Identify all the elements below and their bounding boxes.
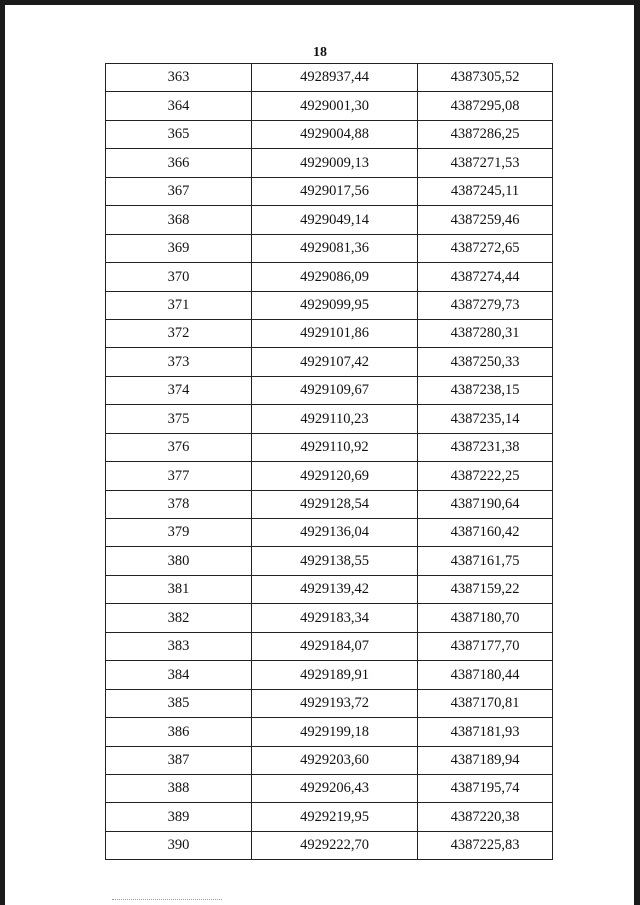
- table-row: [106, 490, 553, 518]
- coordinates-table: [105, 63, 553, 860]
- y-coordinate-cell: 4387274,44: [418, 263, 553, 291]
- y-coordinate-cell: 4387238,15: [418, 376, 553, 404]
- point-number-cell: 387: [106, 746, 252, 774]
- table-row: [106, 291, 553, 319]
- y-coordinate-cell: 4387235,14: [418, 405, 553, 433]
- y-coordinate-cell: 4387279,73: [418, 291, 553, 319]
- table-row: [106, 64, 553, 92]
- point-number-cell: 377: [106, 462, 252, 490]
- y-coordinate-cell: 4387189,94: [418, 746, 553, 774]
- table-row: [106, 547, 553, 575]
- x-coordinate-cell: 4929001,30: [252, 92, 418, 120]
- point-number-cell: 378: [106, 490, 252, 518]
- x-coordinate-cell: 4929107,42: [252, 348, 418, 376]
- x-coordinate-cell: 4929222,70: [252, 831, 418, 859]
- y-coordinate-cell: 4387271,53: [418, 149, 553, 177]
- x-coordinate-cell: 4929110,92: [252, 433, 418, 461]
- x-coordinate-cell: 4929138,55: [252, 547, 418, 575]
- table-row: [106, 831, 553, 859]
- scan-artifact-dots: [112, 899, 222, 900]
- x-coordinate-cell: 4929110,23: [252, 405, 418, 433]
- point-number-cell: 374: [106, 376, 252, 404]
- y-coordinate-cell: 4387195,74: [418, 774, 553, 802]
- point-number-cell: 368: [106, 206, 252, 234]
- x-coordinate-cell: 4929219,95: [252, 803, 418, 831]
- table-row: [106, 92, 553, 120]
- x-coordinate-cell: 4929193,72: [252, 689, 418, 717]
- y-coordinate-cell: 4387159,22: [418, 575, 553, 603]
- y-coordinate-cell: 4387259,46: [418, 206, 553, 234]
- point-number-cell: 370: [106, 263, 252, 291]
- point-number-cell: 390: [106, 831, 252, 859]
- point-number-cell: 383: [106, 632, 252, 660]
- table-row: [106, 519, 553, 547]
- table-row: [106, 263, 553, 291]
- x-coordinate-cell: 4929049,14: [252, 206, 418, 234]
- table-row: [106, 405, 553, 433]
- table-row: [106, 774, 553, 802]
- point-number-cell: 366: [106, 149, 252, 177]
- y-coordinate-cell: 4387190,64: [418, 490, 553, 518]
- y-coordinate-cell: 4387181,93: [418, 718, 553, 746]
- x-coordinate-cell: 4929101,86: [252, 319, 418, 347]
- x-coordinate-cell: 4929109,67: [252, 376, 418, 404]
- x-coordinate-cell: 4929203,60: [252, 746, 418, 774]
- y-coordinate-cell: 4387170,81: [418, 689, 553, 717]
- y-coordinate-cell: 4387180,44: [418, 661, 553, 689]
- table-row: [106, 120, 553, 148]
- table-row: [106, 234, 553, 262]
- point-number-cell: 380: [106, 547, 252, 575]
- x-coordinate-cell: 4929199,18: [252, 718, 418, 746]
- table-row: [106, 376, 553, 404]
- point-number-cell: 363: [106, 64, 252, 92]
- point-number-cell: 372: [106, 319, 252, 347]
- x-coordinate-cell: 4928937,44: [252, 64, 418, 92]
- coordinates-table-body: [106, 64, 553, 860]
- point-number-cell: 385: [106, 689, 252, 717]
- y-coordinate-cell: 4387245,11: [418, 177, 553, 205]
- x-coordinate-cell: 4929120,69: [252, 462, 418, 490]
- table-row: [106, 689, 553, 717]
- point-number-cell: 379: [106, 519, 252, 547]
- y-coordinate-cell: 4387160,42: [418, 519, 553, 547]
- x-coordinate-cell: 4929183,34: [252, 604, 418, 632]
- point-number-cell: 381: [106, 575, 252, 603]
- table-row: [106, 348, 553, 376]
- y-coordinate-cell: 4387161,75: [418, 547, 553, 575]
- table-row: [106, 462, 553, 490]
- y-coordinate-cell: 4387222,25: [418, 462, 553, 490]
- point-number-cell: 382: [106, 604, 252, 632]
- table-row: [106, 319, 553, 347]
- point-number-cell: 367: [106, 177, 252, 205]
- point-number-cell: 364: [106, 92, 252, 120]
- table-row: [106, 632, 553, 660]
- x-coordinate-cell: 4929017,56: [252, 177, 418, 205]
- y-coordinate-cell: 4387180,70: [418, 604, 553, 632]
- table-row: [106, 206, 553, 234]
- point-number-cell: 375: [106, 405, 252, 433]
- x-coordinate-cell: 4929189,91: [252, 661, 418, 689]
- y-coordinate-cell: 4387250,33: [418, 348, 553, 376]
- point-number-cell: 376: [106, 433, 252, 461]
- x-coordinate-cell: 4929128,54: [252, 490, 418, 518]
- x-coordinate-cell: 4929206,43: [252, 774, 418, 802]
- y-coordinate-cell: 4387177,70: [418, 632, 553, 660]
- y-coordinate-cell: 4387231,38: [418, 433, 553, 461]
- point-number-cell: 388: [106, 774, 252, 802]
- table-row: [106, 718, 553, 746]
- y-coordinate-cell: 4387286,25: [418, 120, 553, 148]
- page-number: 18: [313, 45, 327, 60]
- y-coordinate-cell: 4387280,31: [418, 319, 553, 347]
- table-row: [106, 433, 553, 461]
- point-number-cell: 373: [106, 348, 252, 376]
- x-coordinate-cell: 4929086,09: [252, 263, 418, 291]
- x-coordinate-cell: 4929136,04: [252, 519, 418, 547]
- x-coordinate-cell: 4929184,07: [252, 632, 418, 660]
- table-row: [106, 604, 553, 632]
- y-coordinate-cell: 4387272,65: [418, 234, 553, 262]
- y-coordinate-cell: 4387295,08: [418, 92, 553, 120]
- table-row: [106, 661, 553, 689]
- point-number-cell: 389: [106, 803, 252, 831]
- point-number-cell: 365: [106, 120, 252, 148]
- point-number-cell: 371: [106, 291, 252, 319]
- x-coordinate-cell: 4929099,95: [252, 291, 418, 319]
- table-row: [106, 746, 553, 774]
- x-coordinate-cell: 4929081,36: [252, 234, 418, 262]
- y-coordinate-cell: 4387225,83: [418, 831, 553, 859]
- table-row: [106, 177, 553, 205]
- y-coordinate-cell: 4387305,52: [418, 64, 553, 92]
- point-number-cell: 386: [106, 718, 252, 746]
- x-coordinate-cell: 4929004,88: [252, 120, 418, 148]
- table-row: [106, 149, 553, 177]
- point-number-cell: 384: [106, 661, 252, 689]
- y-coordinate-cell: 4387220,38: [418, 803, 553, 831]
- x-coordinate-cell: 4929139,42: [252, 575, 418, 603]
- table-row: [106, 575, 553, 603]
- x-coordinate-cell: 4929009,13: [252, 149, 418, 177]
- table-row: [106, 803, 553, 831]
- point-number-cell: 369: [106, 234, 252, 262]
